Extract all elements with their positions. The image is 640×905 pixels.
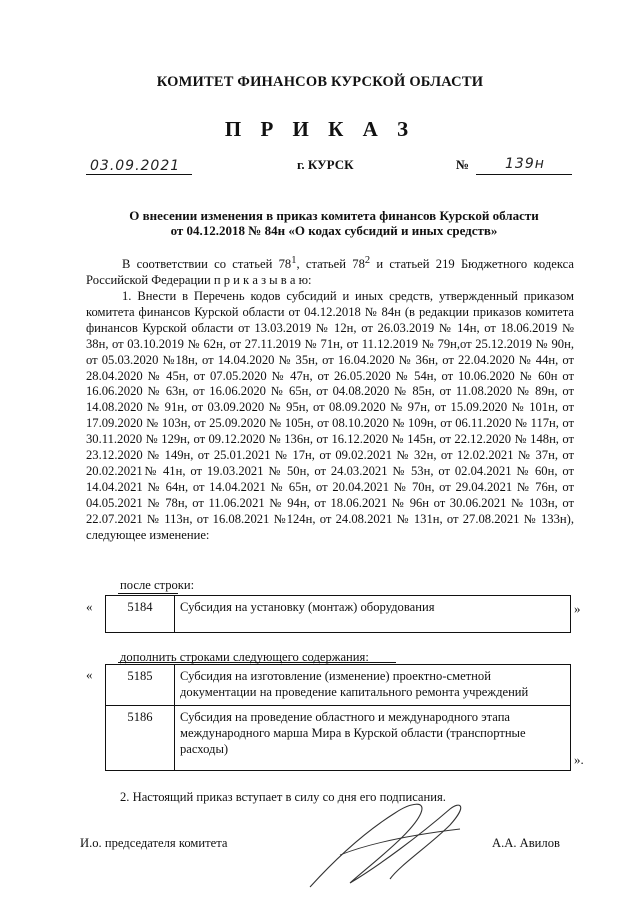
table-row	[106, 665, 571, 706]
agency-name: КОМИТЕТ ФИНАНСОВ КУРСКОЙ ОБЛАСТИ	[156, 74, 484, 90]
article-superscript-2: 2	[364, 255, 371, 266]
city-label: г. КУРСК	[297, 157, 354, 172]
item-2-paragraph: 2. Настоящий приказ вступает в силу со дня его подписания.	[120, 790, 446, 804]
table-row	[106, 596, 571, 633]
description-cell: Субсидия на установку (монтаж) оборудования	[175, 596, 571, 633]
order-heading	[80, 208, 588, 238]
order-date: 03.09.2021	[90, 158, 181, 174]
existing-code-table	[105, 595, 571, 633]
description-cell: Субсидия на изготовление (изменение) проектно-сметной документации на проведение капитального ремонта учреждений	[175, 665, 571, 706]
quote-close-1: »	[574, 601, 581, 616]
description-cell: Субсидия на проведение областного и международного этапа международного марша Мира в Курской области (транспортные расходы)	[175, 706, 571, 771]
new-codes-table	[105, 664, 571, 771]
intro-text-b: , статьей 78	[296, 257, 365, 272]
code-cell: 5185	[106, 665, 175, 706]
table-row	[106, 706, 571, 771]
date-underline	[86, 174, 192, 175]
heading-line-1: О внесении изменения в приказ комитета финансов Курской области	[129, 208, 539, 223]
article-superscript-1: 1	[291, 255, 297, 266]
quote-open-1: «	[86, 599, 93, 614]
after-row-underline	[118, 593, 178, 594]
heading-line-2: от 04.12.2018 № 84н «О кодах субсидий и иных средств»	[170, 223, 498, 238]
intro-text-c: и статьей 219 Бюджетного кодекса Российской Федерации п р и к а з ы в а ю:	[86, 257, 574, 288]
order-body	[86, 253, 574, 544]
order-number: 139н	[505, 156, 545, 172]
after-row-label: после строки:	[120, 578, 195, 592]
number-sign: №	[456, 157, 470, 172]
quote-close-2: ».	[574, 752, 584, 767]
add-rows-label: дополнить строками следующего содержания:	[120, 650, 369, 664]
signer-title: И.о. председателя комитета	[80, 836, 228, 850]
add-rows-underline	[118, 662, 396, 663]
document-type-title: П Р И К А З	[224, 117, 416, 141]
intro-paragraph	[86, 253, 574, 289]
handwritten-signature	[300, 795, 470, 895]
signer-name: А.А. Авилов	[492, 836, 560, 850]
number-underline	[476, 174, 572, 175]
quote-open-2: «	[86, 667, 93, 682]
intro-text-a: В соответствии со статьей 78	[122, 257, 292, 272]
code-cell: 5186	[106, 706, 175, 771]
item-1-paragraph: 1. Внести в Перечень кодов субсидий и иных средств, утвержденный приказом комитета финансов Курской области от 04.12.2018 № 84н (в редакции приказов комитета финансов Курской области от 13.03.2019 № 12н, от 26.03.2019 № 14н, от 18.06.2019 № 38н, от 03.10.2019 № 62н, от 27.11.2019 № 71н, от 11.12.2019 № 79н,от 25.12.2019 № 90н, от 05.03.2020 №18н, от 14.04.2020 № 35н, от 16.04.2020 № 36н, от 22.04.2020 № 44н, от 28.04.2020 № 45н, от 07.05.2020 № 47н, от 26.05.2020 № 54н, от 10.06.2020 № 60н от 16.06.2020 № 63н, от 16.06.2020 № 65н, от 04.08.2020 № 85н, от 11.08.2020 № 89н, от 14.08.2020 № 91н, от 03.09.2020 № 95н, от 08.09.2020 № 97н, от 15.09.2020 № 101н, от 17.09.2020 № 103н, от 25.09.2020 № 105н, от 08.10.2020 № 109н, от 06.11.2020 № 117н, от 30.11.2020 № 129н, от 09.12.2020 № 136н, от 16.12.2020 № 145н, от 22.12.2020 № 148н, от 23.12.2020 № 149н, от 25.01.2021 № 17н, от 09.02.2021 № 32н, от 12.02.2021 № 37н, от 20.02.2021№ 41н, от 19.03.2021 № 50н, от 24.03.2021 № 53н, от 02.04.2021 № 60н, от 14.04.2021 № 64н, от 14.04.2021 № 65н, от 20.04.2021 № 70н, от 29.04.2021 № 76н, от 04.05.2021 № 78н, от 11.06.2021 № 94н, от 18.06.2021 № 96н от 30.06.2021 № 103н, от 22.07.2021 № 113н, от 16.08.2021 №124н, от 24.08.2021 № 131н, от 27.08.2021 № 133н), следующее изменение:	[86, 289, 574, 542]
code-cell: 5184	[106, 596, 175, 633]
